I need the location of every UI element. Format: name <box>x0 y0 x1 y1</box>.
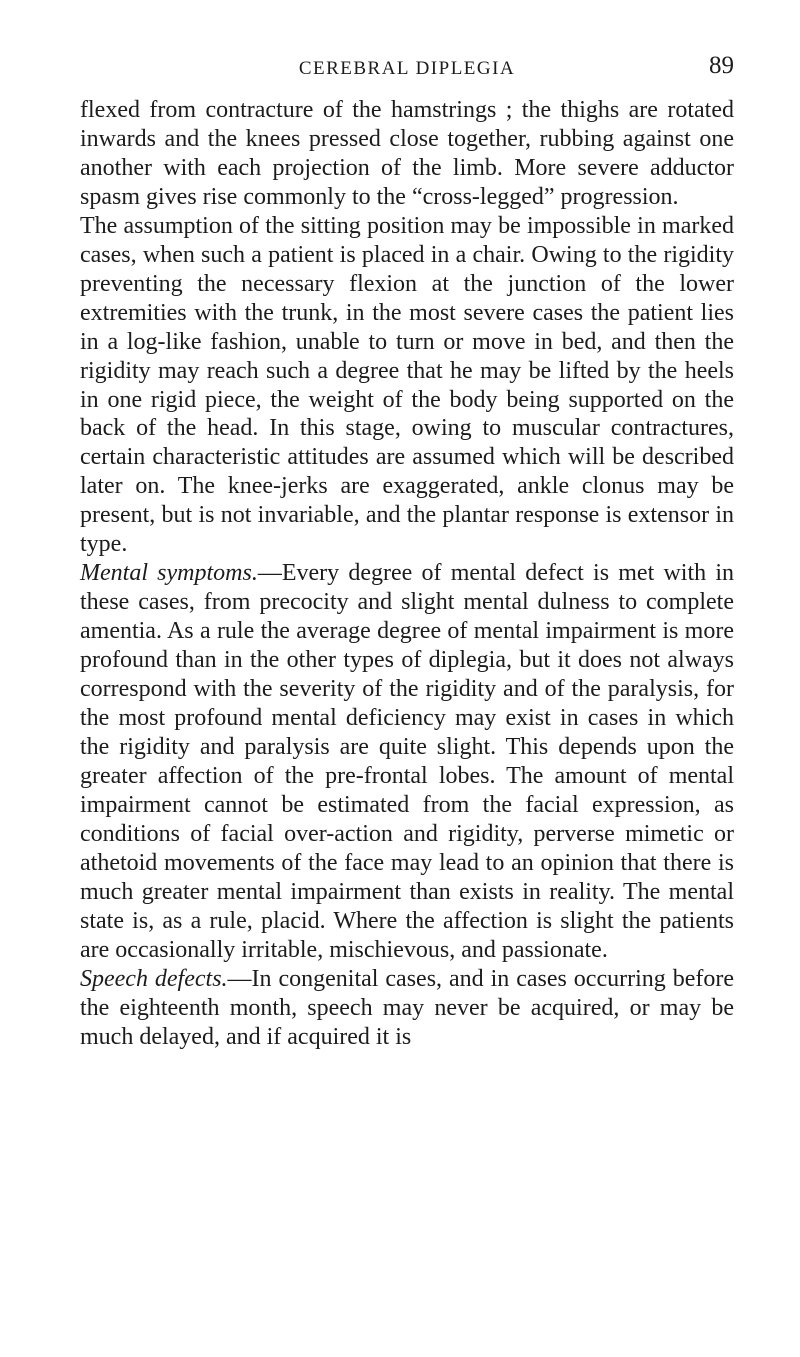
body-text <box>80 96 734 1051</box>
page-number: 89 <box>709 52 734 79</box>
paragraph-text: flexed from contracture of the hamstrings ; the thighs are rotated inwards and the knees pressed close together, rubbing against one another with each projection of the limb. More severe adductor spasm gives rise commonly to the “cross-legged” progression. <box>80 97 734 210</box>
paragraph-text: The assumption of the sitting position may be impossible in marked cases, when such a patient is placed in a chair. Owing to the rigidity preventing the necessary flexion at the junction of the lower extremities with the trunk, in the most severe cases the patient lies in a log-like fashion, unable to turn or move in bed, and then the rigidity may reach such a degree that he may be lifted by the heels in one rigid piece, the weight of the body being supported on the back of the head. In this stage, owing to muscular contractures, certain characteristic attitudes are assumed which will be described later on. The knee-jerks are exaggerated, ankle clonus may be present, but is not invariable, and the plantar response is extensor in type. <box>80 212 734 558</box>
paragraph-mental-symptoms <box>80 559 734 964</box>
paragraph-continuation <box>80 96 734 212</box>
running-head <box>80 52 734 88</box>
paragraph-speech-defects <box>80 965 734 1052</box>
paragraph-text: —In congenital cases, and in cases occurring before the eighteenth month, speech may never be acquired, or may be much delayed, and if acquired it is <box>80 965 734 1050</box>
section-heading-speech-defects: Speech defects. <box>80 965 228 992</box>
paragraph-text: —Every degree of mental defect is met with in these cases, from precocity and slight mental dulness to complete amentia. As a rule the average degree of mental impairment is more profound than in the other types of diplegia, but it does not always correspond with the severity of the rigidity and of the paralysis, for the most profound mental deficiency may exist in cases in which the rigidity and paralysis are quite slight. This depends upon the greater affection of the pre-frontal lobes. The amount of mental impairment cannot be estimated from the facial expression, as conditions of facial over-action and rigidity, perverse mimetic or athetoid movements of the face may lead to an opinion that there is much greater mental impairment than exists in reality. The mental state is, as a rule, placid. Where the affection is slight the patients are occasionally irritable, mischievous, and passionate. <box>80 560 734 963</box>
running-title: CEREBRAL DIPLEGIA <box>298 58 516 79</box>
paragraph-sitting-position <box>80 212 734 559</box>
section-heading-mental-symptoms: Mental symptoms. <box>80 560 258 587</box>
